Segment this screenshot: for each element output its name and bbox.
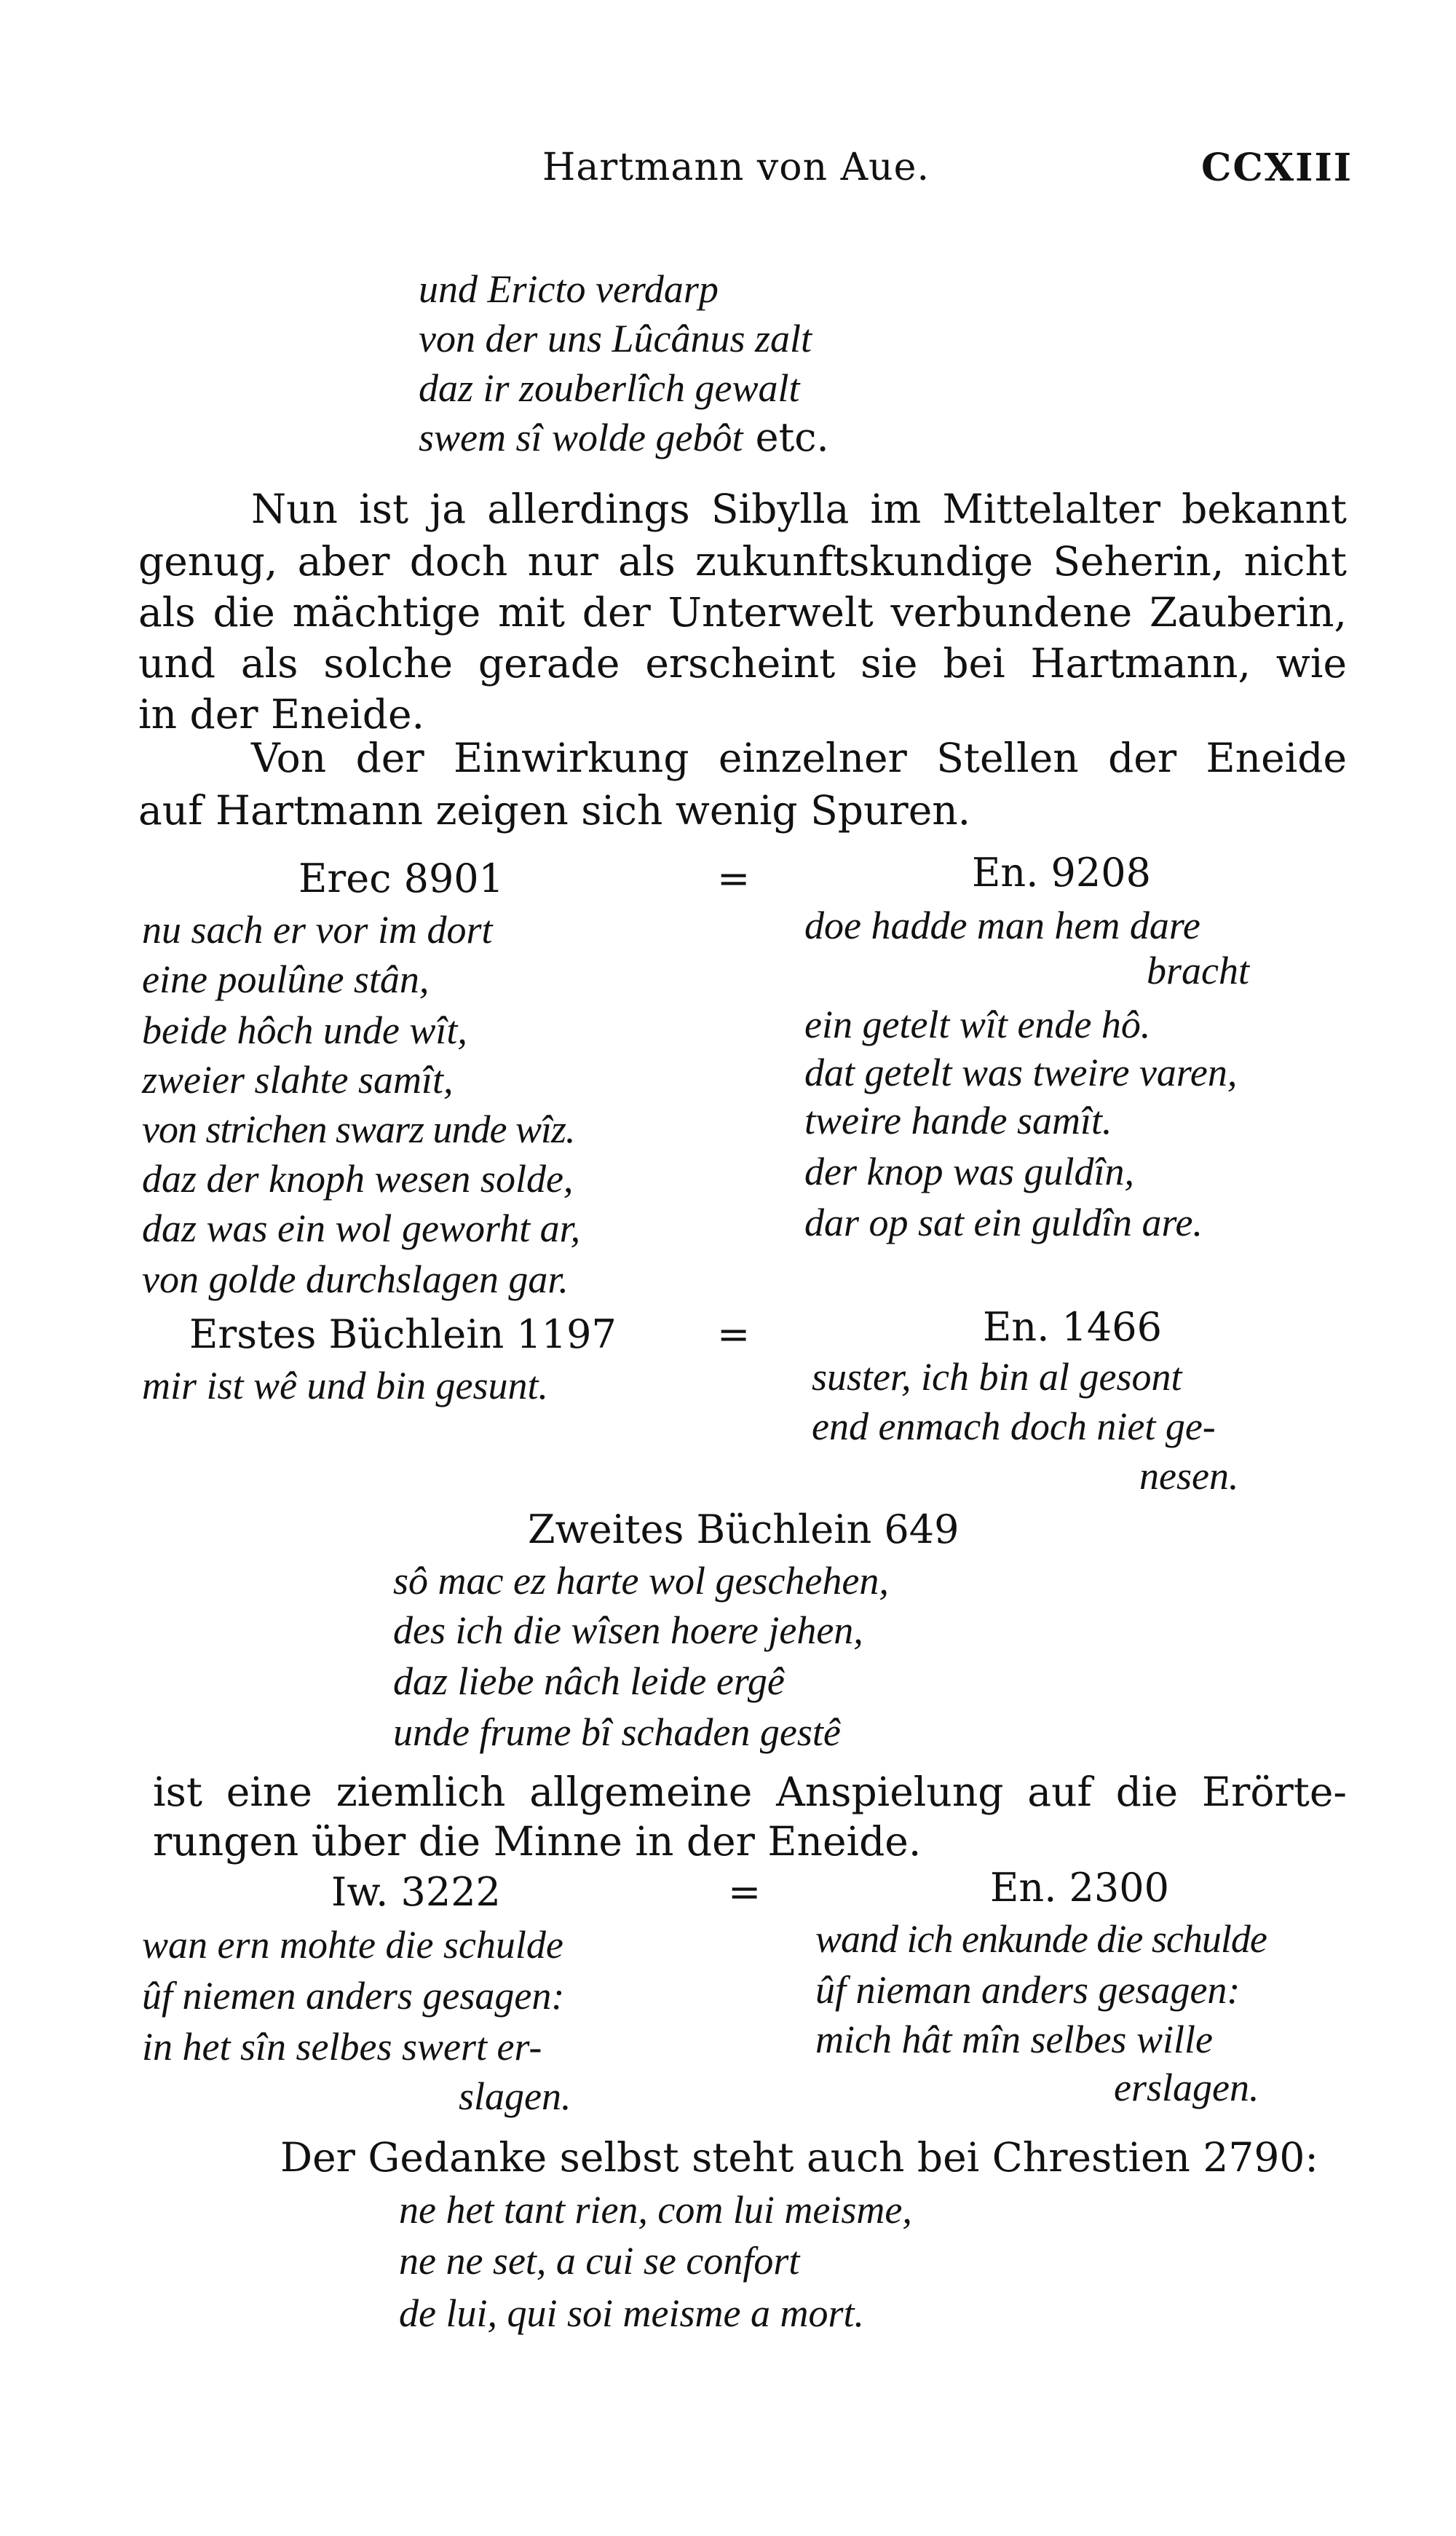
verse-line: der knop was guldîn, (804, 1150, 1134, 1193)
running-header-title: Hartmann von Aue. (542, 146, 930, 189)
body-line: als die mächtige mit der Unterwelt verbundene Zauberin, (138, 589, 1347, 636)
verse-suffix: etc. (743, 414, 829, 460)
body-line: Von der Einwirkung einzelner Stellen der Eneide (251, 735, 1347, 781)
verse-line: nu sach er vor im dort (142, 908, 493, 952)
verse-line: erslagen. (1114, 2066, 1259, 2109)
verse-line: wan ern mohte die schulde (142, 1923, 563, 1967)
verse-line: zweier slahte samît, (142, 1058, 454, 1102)
reference-label: En. 2300 (990, 1865, 1169, 1911)
verse-line: eine poulûne stân, (142, 957, 430, 1001)
verse-line: daz was ein wol geworht ar, (142, 1206, 581, 1250)
verse-line: ne ne set, a cui se confort (399, 2239, 800, 2283)
body-line: in der Eneide. (138, 691, 424, 738)
verse-line: daz liebe nâch leide ergê (393, 1659, 785, 1703)
reference-label: Erstes Büchlein 1197 (189, 1311, 617, 1357)
equals-sign: = (728, 1869, 761, 1915)
equals-sign: = (717, 856, 751, 901)
verse-line: und Ericto verdarp (419, 267, 719, 311)
verse-line: de lui, qui soi meisme a mort. (399, 2291, 864, 2335)
verse-line: mich hât mîn selbes wille (815, 2018, 1213, 2061)
verse-line: unde frume bî schaden gestê (393, 1710, 841, 1754)
verse-line: end enmach doch niet ge- (812, 1405, 1216, 1448)
verse-line: sô mac ez harte wol geschehen, (393, 1559, 889, 1603)
verse-line: mir ist wê und bin gesunt. (142, 1364, 549, 1407)
verse-line: bracht (1147, 949, 1249, 992)
body-line: Nun ist ja allerdings Sibylla im Mittelalter bekannt (251, 486, 1347, 532)
reference-label: En. 1466 (983, 1304, 1162, 1350)
body-line: auf Hartmann zeigen sich wenig Spuren. (138, 787, 971, 834)
verse-line: doe hadde man hem dare (804, 904, 1200, 947)
verse-line: slagen. (459, 2074, 571, 2118)
verse-line: beide hôch unde wît, (142, 1008, 467, 1052)
reference-label: Zweites Büchlein 649 (528, 1506, 960, 1552)
body-line: genug, aber doch nur als zukunftskundige Seherin, nicht (138, 538, 1347, 585)
body-line: ist eine ziemlich allgemeine Anspielung auf die Erörte- (153, 1769, 1347, 1815)
verse-line: von golde durchslagen gar. (142, 1257, 569, 1301)
verse-line: dat getelt was tweire varen, (804, 1051, 1238, 1094)
body-line: rungen über die Minne in der Eneide. (153, 1818, 922, 1865)
verse-line: tweire hande samît. (804, 1099, 1112, 1142)
page-number: CCXIII (1201, 146, 1353, 190)
verse-line: daz der knoph wesen solde, (142, 1157, 574, 1201)
verse-line: ne het tant rien, com lui meisme, (399, 2188, 912, 2232)
verse-text: swem sî wolde gebôt (419, 416, 743, 459)
body-line: Der Gedanke selbst steht auch bei Chrestien 2790: (280, 2134, 1318, 2181)
verse-line: dar op sat ein guldîn are. (804, 1201, 1203, 1244)
reference-label: Erec 8901 (298, 856, 505, 901)
verse-line: wand ich enkunde die schulde (815, 1917, 1267, 1961)
verse-line: nesen. (1139, 1454, 1239, 1498)
verse-line: ein getelt wît ende hô. (804, 1003, 1151, 1046)
verse-line: von der uns Lûcânus zalt (419, 317, 812, 360)
equals-sign: = (717, 1311, 751, 1357)
verse-line: in het sîn selbes swert er- (142, 2025, 542, 2069)
reference-label: En. 9208 (972, 850, 1151, 896)
reference-label: Iw. 3222 (331, 1869, 501, 1915)
verse-line: ûf nieman anders gesagen: (815, 1968, 1241, 2012)
verse-line: von strichen swarz unde wîz. (142, 1107, 575, 1151)
verse-line: suster, ich bin al gesont (812, 1355, 1182, 1399)
verse-line: des ich die wîsen hoere jehen, (393, 1608, 863, 1652)
verse-line-with-suffix (419, 414, 829, 460)
verse-line: ûf niemen anders gesagen: (142, 1974, 565, 2018)
body-line: und als solche gerade erscheint sie bei Hartmann, wie (138, 640, 1347, 687)
verse-line: daz ir zouberlîch gewalt (419, 366, 800, 410)
